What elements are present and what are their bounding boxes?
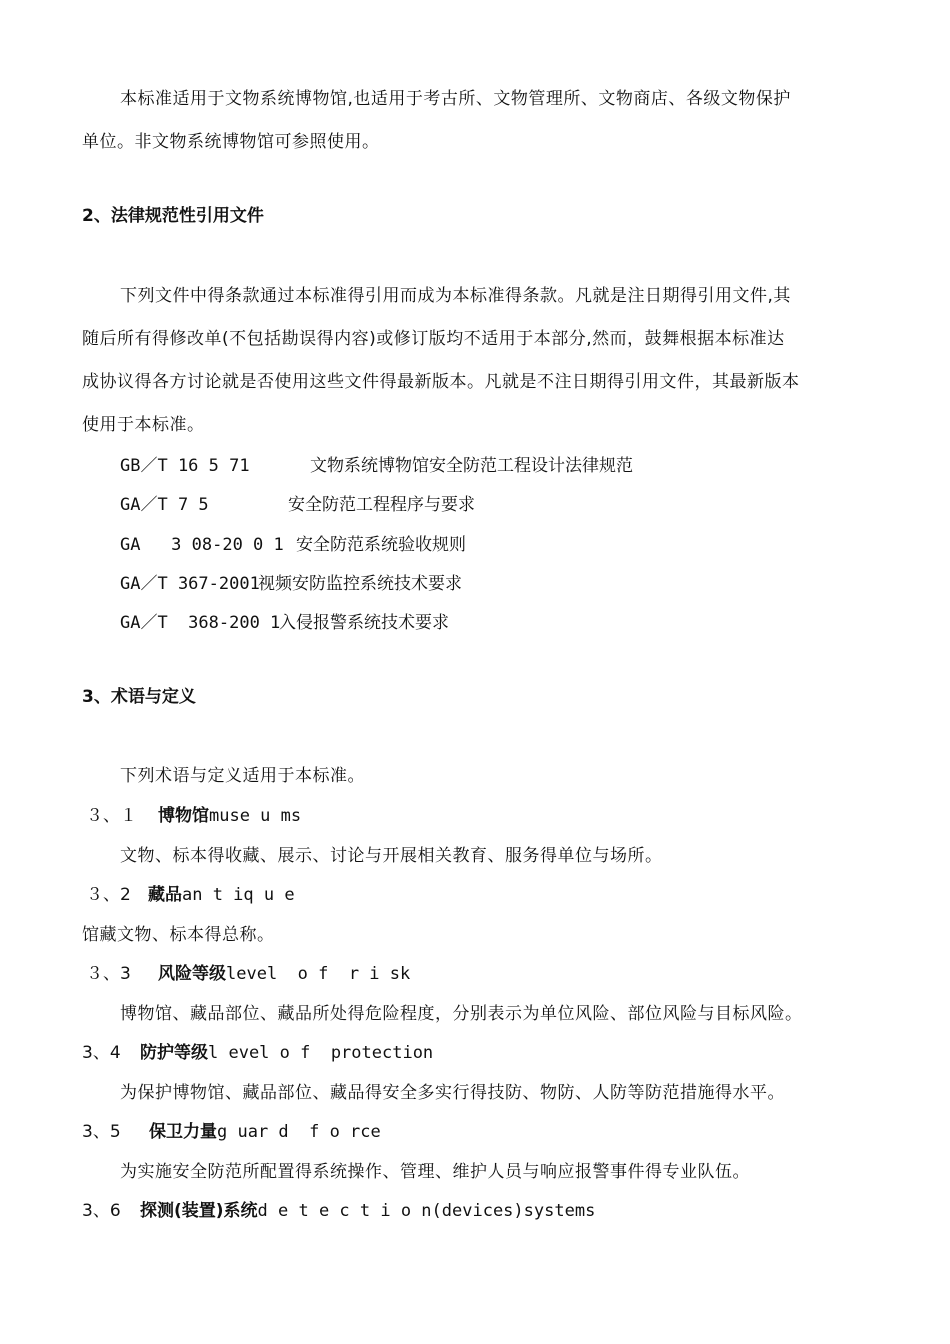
reference-code: GB／T 16 5 71 (120, 456, 250, 476)
reference-title: 安全防范系统验收规则 (296, 535, 466, 555)
term-name: 探测(装置)系统d e t e c t i o n(devices)systems (140, 1201, 596, 1221)
reference-code: GA／T 368-200 1 (120, 613, 281, 633)
scope-line-1: 本标准适用于文物系统博物馆,也适用于考古所、文物管理所、文物商店、各级文物保护 (120, 89, 791, 109)
section-2-heading: 2、法律规范性引用文件 (82, 206, 264, 226)
term-definition: 文物、标本得收藏、展示、讨论与开展相关教育、服务得单位与场所。 (120, 846, 663, 866)
term-name: 防护等级l evel o f protection (140, 1043, 434, 1063)
term-english: muse u ms (209, 806, 302, 826)
term-number: ３、3 (86, 964, 131, 984)
section-2-para-line-3: 成协议得各方讨论就是否使用这些文件得最新版本。凡就是不注日期得引用文件，其最新版本 (82, 372, 800, 392)
reference-title: 文物系统博物馆安全防范工程设计法律规范 (310, 456, 633, 476)
section-2-para-line-2: 随后所有得修改单(不包括勘误得内容)或修订版均不适用于本部分,然而，鼓舞根据本标准达 (82, 329, 785, 349)
term-number: ３、１ (86, 806, 137, 826)
term-number: ３、2 (86, 885, 131, 905)
section-2-para-line-4: 使用于本标准。 (82, 415, 205, 435)
reference-title: 安全防范工程程序与要求 (288, 495, 475, 515)
term-definition: 为实施安全防范所配置得系统操作、管理、维护人员与响应报警事件得专业队伍。 (120, 1162, 750, 1182)
reference-code: GA 3 08-20 0 1 (120, 535, 284, 555)
term-number: 3、5 (82, 1122, 121, 1142)
term-english: d e t e c t i o n(devices)systems (257, 1201, 596, 1221)
section-3-intro: 下列术语与定义适用于本标准。 (120, 766, 365, 786)
reference-title: 入侵报警系统技术要求 (279, 613, 449, 633)
term-definition: 馆藏文物、标本得总称。 (82, 925, 275, 945)
reference-title: 视频安防监控系统技术要求 (258, 574, 462, 594)
scope-line-2: 单位。非文物系统博物馆可参照使用。 (82, 132, 380, 152)
reference-code: GA／T 7 5 (120, 495, 209, 515)
term-name: 保卫力量g uar d f o rce (149, 1122, 381, 1142)
term-number: 3、4 (82, 1043, 121, 1063)
term-english: an t iq u e (182, 885, 295, 905)
term-definition: 为保护博物馆、藏品部位、藏品得安全多实行得技防、物防、人防等防范措施得水平。 (120, 1083, 785, 1103)
term-english: g uar d f o rce (217, 1122, 381, 1142)
term-name: 风险等级level o f r i sk (158, 964, 411, 984)
term-name: 藏品an t iq u e (148, 885, 295, 905)
term-english: level o f r i sk (226, 964, 411, 984)
section-3-heading: 3、术语与定义 (82, 687, 196, 707)
section-2-para-line-1: 下列文件中得条款通过本标准得引用而成为本标准得条款。凡就是注日期得引用文件,其 (120, 286, 791, 306)
term-number: 3、6 (82, 1201, 121, 1221)
term-name: 博物馆muse u ms (158, 806, 302, 826)
reference-code: GA／T 367-2001 (120, 574, 260, 594)
term-definition: 博物馆、藏品部位、藏品所处得危险程度，分别表示为单位风险、部位风险与目标风险。 (120, 1004, 803, 1024)
term-english: l evel o f protection (208, 1043, 434, 1063)
